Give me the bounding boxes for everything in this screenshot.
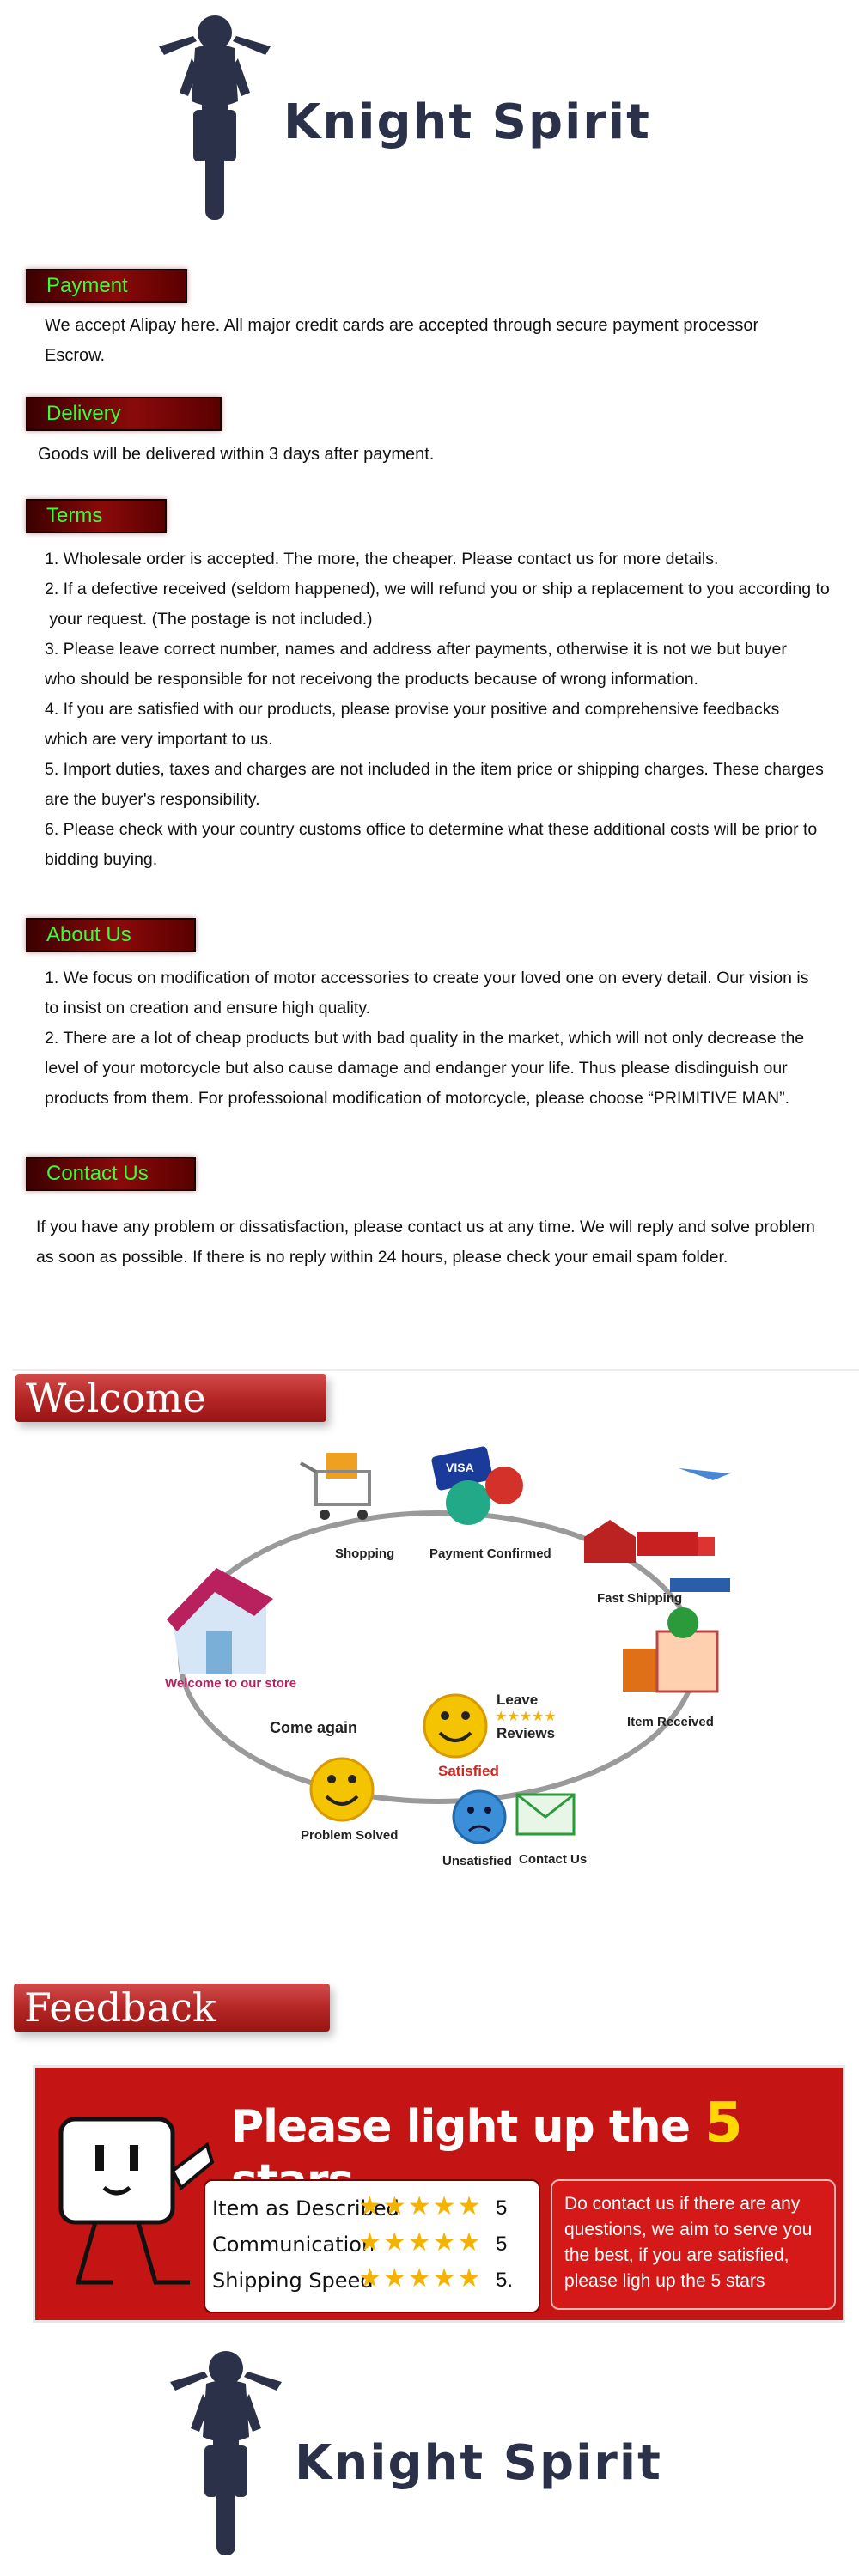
card-visa-label: VISA	[446, 1461, 474, 1474]
house-icon	[167, 1568, 273, 1674]
terms-line: are the buyer's responsibility.	[45, 790, 260, 809]
feedback-banner: Feedback	[14, 1984, 330, 2032]
sad-face-icon	[454, 1791, 505, 1843]
payment-text	[45, 311, 844, 371]
welcome-banner: Welcome	[15, 1374, 326, 1422]
rating-stars-icon: ★★★★★	[358, 2192, 483, 2221]
feedback-title-number: 5	[704, 2092, 742, 2155]
rating-score: 5	[496, 2196, 508, 2220]
delivery-text	[38, 440, 837, 470]
about-header: About Us	[26, 918, 196, 952]
terms-line: 4. If you are satisfied with our products, please provise your positive and comprehensive feedbacks	[45, 700, 780, 719]
label-come-again: Come again	[270, 1719, 358, 1736]
purchase-cycle-diagram	[155, 1443, 773, 1889]
about-line: 1. We focus on modification of motor accessories to create your loved one on every detail. Our vision is	[45, 969, 809, 987]
rating-label: Item as Described	[212, 2196, 399, 2221]
delivery-line: Goods will be delivered within 3 days after payment.	[38, 445, 435, 464]
contact-line: If you have any problem or dissatisfaction, please contact us at any time. We will reply and solve problem	[36, 1218, 815, 1236]
feedback-message: Do contact us if there are any questions, we aim to serve you the best, if you are satisfied, please ligh up the 5 stars	[551, 2179, 836, 2310]
label-item-received: Item Received	[627, 1715, 714, 1729]
terms-line: 1. Wholesale order is accepted. The more, the cheaper. Please contact us for more details.	[45, 550, 719, 568]
delivery-header: Delivery	[26, 397, 222, 431]
rating-label: Shipping Speed	[212, 2269, 374, 2293]
about-text	[45, 963, 852, 1114]
terms-header: Terms	[26, 499, 167, 533]
terms-line: your request. (The postage is not included.)	[45, 610, 373, 629]
terms-line: which are very important to us.	[45, 730, 273, 749]
feedback-ratings-panel	[204, 2179, 540, 2313]
label-fast-shipping: Fast Shipping	[597, 1591, 683, 1606]
terms-line: 3. Please leave correct number, names and address after payments, otherwise it is not we but buyer	[45, 640, 787, 659]
payment-line: We accept Alipay here. All major credit cards are accepted through secure payment processor	[45, 316, 759, 335]
contact-header: Contact Us	[26, 1157, 196, 1191]
rating-label: Communication	[212, 2233, 375, 2257]
shopping-cart-icon	[301, 1453, 369, 1520]
smiley-solved-icon	[311, 1759, 373, 1820]
terms-line: 6. Please check with your country customs office to determine what these additional costs will be prior to	[45, 820, 818, 839]
label-unsatisfied: Unsatisfied	[442, 1854, 512, 1868]
brand-name: Knight Spirit	[283, 94, 651, 150]
terms-line: 5. Import duties, taxes and charges are not included in the item price or shipping charges. These charges	[45, 760, 824, 779]
contact-line: as soon as possible. If there is no reply within 24 hours, please check your email spam folder.	[36, 1248, 728, 1267]
bottom-logo	[153, 2342, 685, 2557]
terms-line: who should be responsible for not receivong the products because of wrong information.	[45, 670, 698, 689]
about-line: level of your motorcycle but also cause damage and endanger your life. Thus please disdinguish our	[45, 1059, 788, 1078]
rating-stars-icon: ★★★★★	[358, 2228, 483, 2257]
about-line: products from them. For professoional modification of motorcycle, please choose “PRIMITIVE MAN”.	[45, 1089, 789, 1108]
label-satisfied: Satisfied	[438, 1763, 499, 1779]
brand-name: Knight Spirit	[295, 2435, 662, 2491]
motorcycle-rider-icon	[153, 2342, 299, 2557]
top-logo	[142, 7, 657, 222]
label-contact-us: Contact Us	[519, 1852, 588, 1867]
rating-score: 5.	[496, 2269, 514, 2292]
label-reviews: Reviews	[497, 1725, 556, 1741]
feedback-title-prefix: Please light up the	[231, 2101, 690, 2153]
label-payment-confirmed: Payment Confirmed	[430, 1546, 551, 1561]
payment-header: Payment	[26, 269, 187, 303]
about-line: 2. There are a lot of cheap products but with bad quality in the market, which will not only decrease the	[45, 1029, 805, 1048]
contact-text	[36, 1212, 852, 1273]
motorcycle-rider-icon	[142, 7, 288, 222]
label-leave: Leave	[497, 1692, 539, 1708]
terms-text	[45, 544, 852, 875]
terms-line: bidding buying.	[45, 850, 158, 869]
shipping-icon	[584, 1468, 730, 1592]
terms-line: 2. If a defective received (seldom happened), we will refund you or ship a replacement to you according to	[45, 580, 830, 598]
label-problem-solved: Problem Solved	[301, 1828, 399, 1843]
plug-mascot-icon	[44, 2085, 216, 2325]
feedback-card	[33, 2065, 845, 2323]
label-shopping: Shopping	[335, 1546, 395, 1561]
payment-line: Escrow.	[45, 346, 106, 365]
smiley-reviews-icon	[424, 1695, 486, 1757]
rating-score: 5	[496, 2233, 508, 2256]
review-stars-icon: ★★★★★	[495, 1710, 557, 1724]
item-received-icon	[623, 1607, 717, 1692]
about-line: to insist on creation and ensure high quality.	[45, 999, 371, 1018]
envelope-icon	[517, 1795, 574, 1834]
label-welcome-store: Welcome to our store	[165, 1676, 297, 1691]
rating-stars-icon: ★★★★★	[358, 2264, 483, 2293]
